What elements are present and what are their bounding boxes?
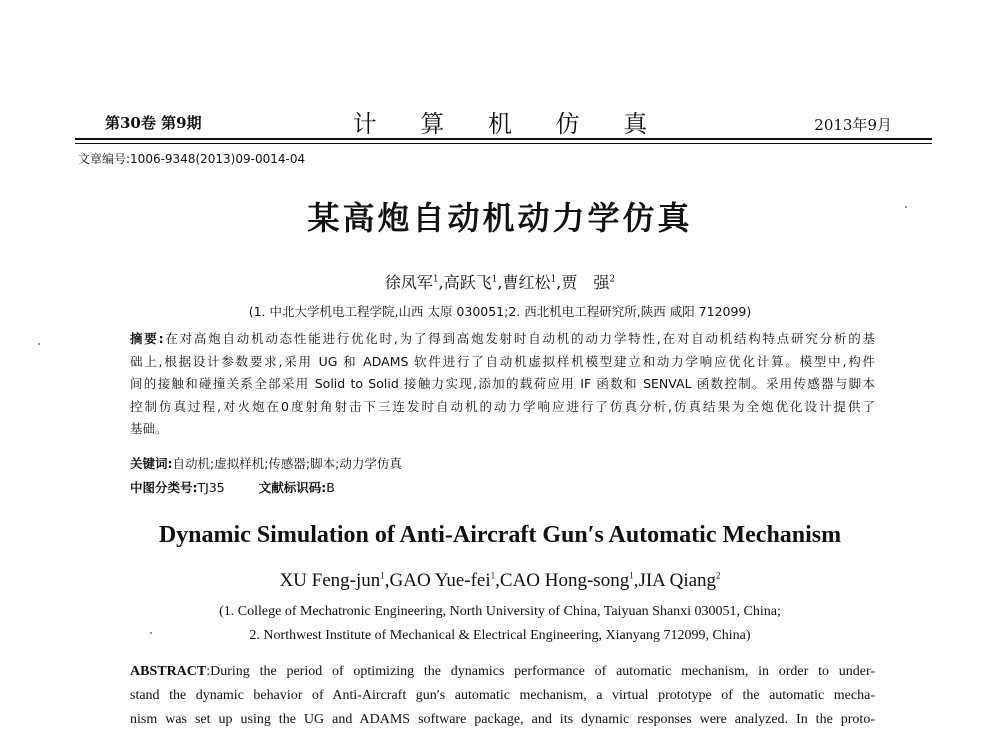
abstract-cn-label: 摘要: <box>130 331 164 346</box>
author-name-en: XU Feng-jun <box>279 570 381 591</box>
author-affil-mark: 1 <box>491 274 498 285</box>
author-affil-mark: 1 <box>629 570 634 581</box>
article-number: 文章编号:1006-9348(2013)09-0014-04 <box>78 152 306 166</box>
keywords-value: 自动机;虚拟样机;传感器;脚本;动力学仿真 <box>172 456 402 471</box>
author-affil-mark: 2 <box>716 570 721 581</box>
abstract-cn-line: 础上,根据设计参数要求,采用 UG 和 ADAMS 软件进行了自动机虚拟样机模型建立和动力学响应优化计算。模型中,构件 <box>130 353 875 369</box>
author-affil-mark: 1 <box>550 274 557 285</box>
affiliation-en-line: 2. Northwest Institute of Mechanical & Electrical Engineering, Xianyang 712099, China) <box>249 628 751 643</box>
abstract-cn-line <box>130 328 875 351</box>
clc-value: TJ35 <box>197 480 225 495</box>
author-name-en: CAO Hong-song <box>499 570 630 591</box>
scan-speck <box>38 343 40 345</box>
scan-speck <box>905 206 907 208</box>
journal-volume-issue: 第30卷 第9期 <box>105 114 202 132</box>
abstract-en-text: :During the period of optimizing the dynamics performance of automatic mechanism, in order to under- <box>206 664 875 679</box>
doc-code-label: 文献标识码: <box>258 480 327 495</box>
paper-title-cn: 某高炮自动机动力学仿真 <box>307 199 693 237</box>
abstract-en-line: stand the dynamic behavior of Anti-Aircraft gun′s automatic mechanism, a virtual prototype of the automatic mecha- <box>130 688 875 703</box>
abstract-cn-line: 控制仿真过程,对火炮在0度射角射击下三连发时自动机的动力学响应进行了仿真分析,仿真结果为全炮优化设计提供了 <box>130 398 875 414</box>
abstract-en <box>130 660 875 732</box>
author-affil-mark: 2 <box>609 274 616 285</box>
doc-code-value: B <box>326 480 335 495</box>
abstract-cn-line: 基础。 <box>130 421 168 436</box>
author-list-en: XU Feng-jun$^1$,GAO Yue-fei$^1$,CAO Hong-song$^1$,JIA Qiang$^2$ <box>279 570 721 591</box>
abstract-cn-line: 间的接触和碰撞关系全部采用 Solid to Solid 接触力实现,添加的载荷应用 IF 函数和 SENVAL 函数控制。采用传感器与脚本 <box>130 376 875 391</box>
author-affil-mark: 1 <box>490 570 496 581</box>
author-affil-mark: 1 <box>380 570 385 581</box>
scan-speck <box>150 632 152 634</box>
publication-date: 2013年9月 <box>814 116 892 134</box>
keywords-label: 关键词: <box>130 456 173 471</box>
header-rule-thick <box>75 138 932 140</box>
classification-line <box>130 477 335 500</box>
keywords-cn <box>130 453 402 476</box>
abstract-en-label: ABSTRACT <box>130 664 207 679</box>
abstract-en-line <box>130 660 875 684</box>
author-name-en: JIA Qiang <box>638 570 717 591</box>
paper-title-en: Dynamic Simulation of Anti-Aircraft Gun′s Automatic Mechanism <box>158 522 842 548</box>
author-affil-mark: 1 <box>432 274 439 285</box>
author-name: 徐凤军 <box>384 273 433 292</box>
affiliation-en-line: (1. College of Mechatronic Engineering, North University of China, Taiyuan Shanxi 030051, China; <box>219 604 781 619</box>
clc-label: 中图分类号: <box>130 480 198 495</box>
author-name: 贾 强 <box>561 273 610 292</box>
author-name: 曹红松 <box>502 273 551 292</box>
abstract-cn <box>130 328 875 441</box>
affiliation-cn: (1. 中北大学机电工程学院,山西 太原 030051;2. 西北机电工程研究所,陕西 咸阳 712099) <box>248 304 752 319</box>
journal-name: 计 算 机 仿 真 <box>352 110 666 138</box>
header-rule-thin <box>75 143 932 144</box>
abstract-en-line: nism was set up using the UG and ADAMS software package, and its dynamic responses were analyzed. In the proto- <box>130 712 875 727</box>
author-name-en: GAO Yue-fei <box>389 570 491 591</box>
author-list-cn: 徐凤军$^1$,高跃飞$^1$,曹红松$^1$,贾 强$^2$ <box>384 273 616 292</box>
abstract-cn-text: 在对高炮自动机动态性能进行优化时,为了得到高炮发射时自动机的动力学特性,在对自动机结构特点研究分析的基 <box>163 331 876 346</box>
author-name: 高跃飞 <box>443 273 492 292</box>
